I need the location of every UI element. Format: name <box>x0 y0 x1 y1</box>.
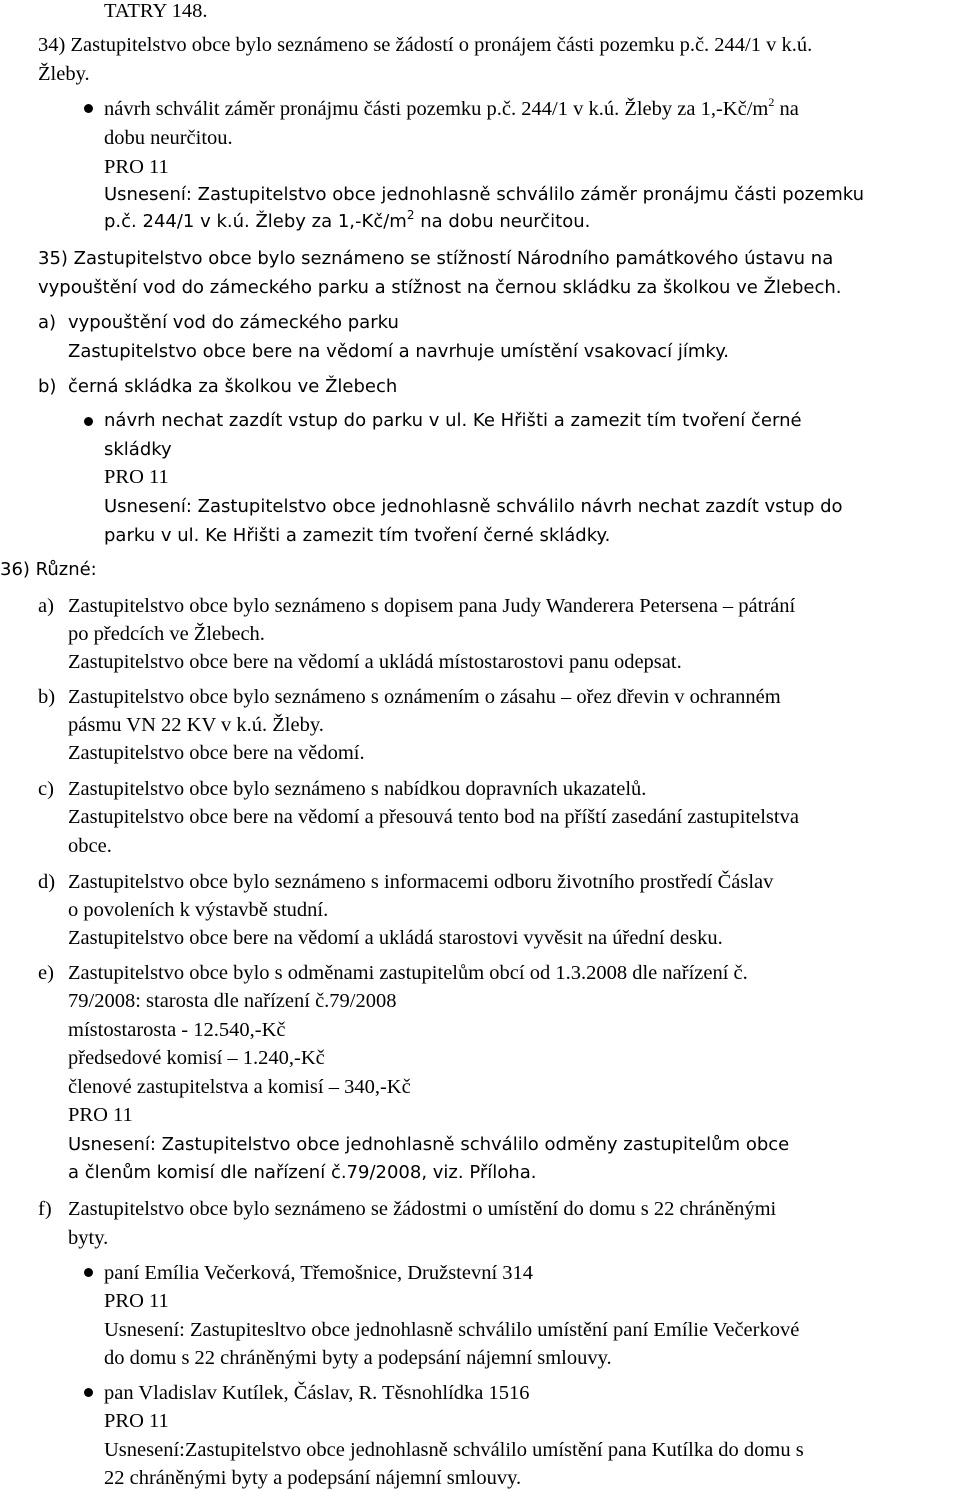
item-36f-applicant-1: paní Emília Večerková, Třemošnice, Družstevní 314 <box>104 1262 534 1284</box>
item-34-line-2: Žleby. <box>38 63 90 85</box>
item-34-line-1: 34) Zastupitelstvo obce bylo seznámeno se žádostí o pronájem části pozemku p.č. 244/1 v k.ú. <box>38 34 813 56</box>
item-36f-applicant-1-resolution-2: do domu s 22 chráněnými byty a podepsání nájemní smlouvy. <box>104 1347 612 1369</box>
item-36b-line-3: Zastupitelstvo obce bere na vědomí. <box>68 742 365 764</box>
bullet-icon <box>84 1388 93 1397</box>
item-36e-line-5: členové zastupitelstva a komisí – 340,-Kč <box>68 1076 411 1098</box>
item-36e-resolution-2: a členům komisí dle nařízení č.79/2008, viz. Příloha. <box>68 1162 537 1183</box>
item-36f-applicant-2: pan Vladislav Kutílek, Čáslav, R. Těsnohlídka 1516 <box>104 1382 530 1404</box>
item-36a-label: a) <box>38 595 54 617</box>
bullet-icon <box>84 417 93 426</box>
item-35b-title: černá skládka za školkou ve Žlebech <box>68 376 398 397</box>
item-36e-line-2: 79/2008: starosta dle nařízení č.79/2008 <box>68 990 397 1012</box>
item-36a-line-2: po předcích ve Žlebech. <box>68 623 265 645</box>
item-35-line-2: vypouštění vod do zámeckého parku a stížnost na černou skládku za školkou ve Žlebech. <box>38 277 842 298</box>
item-36f-applicant-1-vote: PRO 11 <box>104 1290 169 1312</box>
item-36c-line-3: obce. <box>68 835 112 857</box>
item-36e-line-3: místostarosta - 12.540,-Kč <box>68 1019 286 1041</box>
item-35b-label: b) <box>38 376 57 397</box>
item-36e-line-1: Zastupitelstvo obce bylo s odměnami zastupitelům obcí od 1.3.2008 dle nařízení č. <box>68 962 748 984</box>
item-34-proposal-cont: dobu neurčitou. <box>104 127 233 149</box>
item-35-vote: PRO 11 <box>104 466 169 488</box>
item-36c-label: c) <box>38 778 54 800</box>
item-35a-text: Zastupitelstvo obce bere na vědomí a navrhuje umístění vsakovací jímky. <box>68 341 730 362</box>
item-36f-applicant-2-resolution-2: 22 chráněnými byty a podepsání nájemní smlouvy. <box>104 1467 522 1489</box>
item-35b-proposal-2: skládky <box>104 439 172 460</box>
item-35-resolution-2: parku v ul. Ke Hřišti a zamezit tím tvoření černé skládky. <box>104 525 611 546</box>
item-36f-applicant-1-resolution-1: Usnesení: Zastupitesltvo obce jednohlasně schválilo umístění paní Emílie Večerkové <box>104 1319 800 1341</box>
item-36b-label: b) <box>38 686 56 708</box>
item-36c-line-2: Zastupitelstvo obce bere na vědomí a přesouvá tento bod na příští zasedání zastupitelstva <box>68 806 799 828</box>
item-36e-vote: PRO 11 <box>68 1104 133 1126</box>
item-34-vote: PRO 11 <box>104 156 169 178</box>
item-34-proposal: návrh schválit záměr pronájmu části pozemku p.č. 244/1 v k.ú. Žleby za $1,-Kč/m^2$ na <box>104 95 799 120</box>
item-36e-label: e) <box>38 962 54 984</box>
item-36f-applicant-2-vote: PRO 11 <box>104 1410 169 1432</box>
item-36b-line-2: pásmu VN 22 KV v k.ú. Žleby. <box>68 714 324 736</box>
item-36e-line-4: předsedové komisí – 1.240,-Kč <box>68 1047 325 1069</box>
item-36a-line-3: Zastupitelstvo obce bere na vědomí a ukládá místostarostovi panu odepsat. <box>68 651 682 673</box>
bullet-icon <box>84 104 93 113</box>
item-35b-proposal-1: návrh nechat zazdít vstup do parku v ul. Ke Hřišti a zamezit tím tvoření černé <box>104 410 802 431</box>
item-36d-label: d) <box>38 871 56 893</box>
item-35-resolution-1: Usnesení: Zastupitelstvo obce jednohlasně schválilo návrh nechat zazdít vstup do <box>104 496 843 517</box>
item-35-line-1: 35) Zastupitelstvo obce bylo seznámeno se stížností Národního památkového ústavu na <box>38 248 834 269</box>
item-36f-line-2: byty. <box>68 1227 109 1249</box>
item-36f-line-1: Zastupitelstvo obce bylo seznámeno se žádostmi o umístění do domu s 22 chráněnými <box>68 1198 777 1220</box>
item-34-resolution-1: Usnesení: Zastupitelstvo obce jednohlasně schválilo záměr pronájmu části pozemku <box>104 184 865 205</box>
item-36b-line-1: Zastupitelstvo obce bylo seznámeno s oznámením o zásahu – ořez dřevin v ochranném <box>68 686 781 708</box>
item-36-heading: 36) Různé: <box>0 559 97 580</box>
item-36c-line-1: Zastupitelstvo obce bylo seznámeno s nabídkou dopravních ukazatelů. <box>68 778 647 800</box>
item-36d-line-1: Zastupitelstvo obce bylo seznámeno s informacemi odboru životního prostředí Čáslav <box>68 871 774 893</box>
item-36a-line-1: Zastupitelstvo obce bylo seznámeno s dopisem pana Judy Wanderera Petersena – pátrání <box>68 595 796 617</box>
item-34-resolution-2: p.č. 244/1 v k.ú. Žleby za $1,-Kč/m^2$ na dobu neurčitou. <box>104 208 591 232</box>
bullet-icon <box>84 1268 93 1277</box>
item-35a-label: a) <box>38 312 57 333</box>
item-36f-applicant-2-resolution-1: Usnesení:Zastupitelstvo obce jednohlasně schválilo umístění pana Kutílka do domu s <box>104 1439 804 1461</box>
item-36d-line-2: o povoleních k výstavbě studní. <box>68 899 329 921</box>
item-36d-line-3: Zastupitelstvo obce bere na vědomí a ukládá starostovi vyvěsit na úřední desku. <box>68 927 723 949</box>
previous-item-tail: TATRY 148. <box>104 0 208 22</box>
item-35a-title: vypouštění vod do zámeckého parku <box>68 312 399 333</box>
item-36e-resolution-1: Usnesení: Zastupitelstvo obce jednohlasně schválilo odměny zastupitelům obce <box>68 1134 790 1155</box>
item-36f-label: f) <box>38 1198 52 1220</box>
